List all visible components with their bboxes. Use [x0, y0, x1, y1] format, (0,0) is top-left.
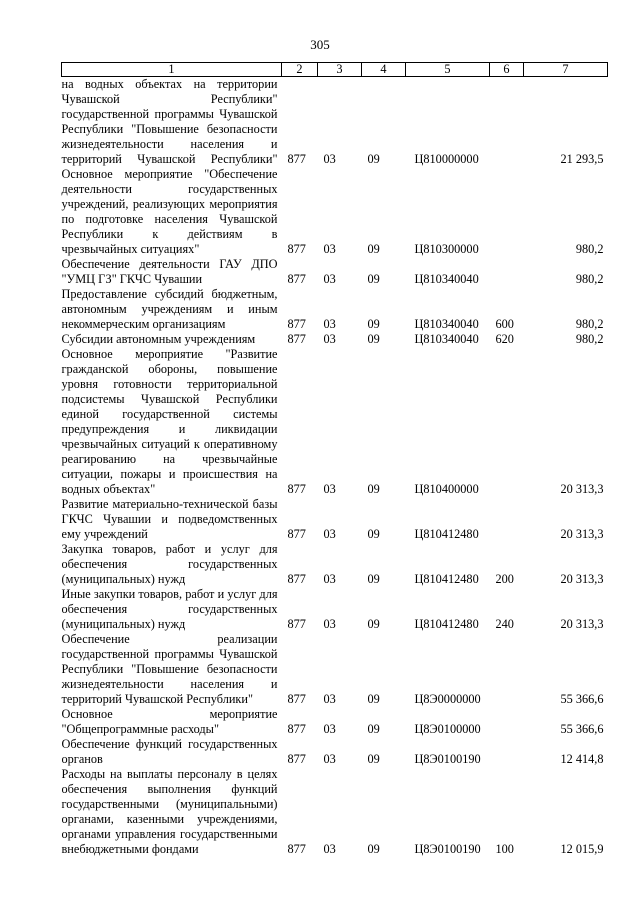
row-expense-type [490, 707, 524, 737]
row-subsection: 09 [367, 332, 380, 346]
row-target-article: Ц810340040 [414, 317, 479, 331]
header-col-7: 7 [524, 63, 608, 77]
row-expense-type [490, 737, 524, 767]
row-ministry-code: 877 [287, 317, 306, 331]
header-col-2: 2 [282, 63, 318, 77]
row-description: Основное мероприятие "Общепрограммные расходы" [61, 707, 278, 736]
row-section: 03 [323, 752, 336, 766]
table-header [62, 63, 608, 77]
row-amount: 21 293,5 [560, 152, 604, 166]
row-ministry-code: 877 [287, 242, 306, 256]
row-expense-type: 240 [495, 617, 514, 631]
row-ministry-code: 877 [287, 752, 306, 766]
row-target-article: Ц8Э0000000 [414, 692, 481, 706]
row-section: 03 [323, 332, 336, 346]
row-subsection: 09 [367, 692, 380, 706]
row-description: Субсидии автономным учреждениям [61, 332, 256, 346]
row-ministry-code: 877 [287, 692, 306, 706]
table-row [62, 737, 608, 767]
row-target-article: Ц810400000 [414, 482, 479, 496]
row-amount: 20 313,3 [560, 527, 604, 541]
row-description: Основное мероприятие "Развитие гражданской обороны, повышение уровня готовности территориальной подсистемы Чувашской Республики единой государственной системы предупреждения и ликвидации чрезвычайных ситуаций к оперативному реагированию на чрезвычайные ситуации, пожары и происшествия на водных объектах" [61, 347, 278, 496]
header-col-5: 5 [406, 63, 490, 77]
header-col-6: 6 [490, 63, 524, 77]
row-target-article: Ц810000000 [414, 152, 479, 166]
row-target-article: Ц8Э0100000 [414, 722, 481, 736]
header-col-3: 3 [318, 63, 362, 77]
row-expense-type [490, 257, 524, 287]
row-subsection: 09 [367, 752, 380, 766]
row-ministry-code: 877 [287, 152, 306, 166]
budget-table [61, 62, 608, 857]
row-amount: 20 313,3 [560, 482, 604, 496]
row-section: 03 [323, 317, 336, 331]
header-col-4: 4 [362, 63, 406, 77]
row-section: 03 [323, 722, 336, 736]
table-row [62, 332, 608, 347]
row-description: Развитие материально-технической базы ГКЧС Чувашии и подведомственных ему учреждений [61, 497, 278, 541]
row-section: 03 [323, 482, 336, 496]
row-ministry-code: 877 [287, 617, 306, 631]
row-ministry-code: 877 [287, 332, 306, 346]
row-subsection: 09 [367, 272, 380, 286]
row-amount: 20 313,3 [560, 617, 604, 631]
row-description: Закупка товаров, работ и услуг для обеспечения государственных (муниципальных) нужд [61, 542, 278, 586]
row-subsection: 09 [367, 317, 380, 331]
row-subsection: 09 [367, 242, 380, 256]
row-subsection: 09 [367, 617, 380, 631]
row-description: на водных объектах на территории Чувашской Республики" государственной программы Чувашской Республики "Повышение безопасности жизнедеятельности населения и территорий Чувашской Республики" [61, 77, 278, 166]
row-amount: 55 366,6 [560, 692, 604, 706]
row-expense-type [490, 167, 524, 257]
row-ministry-code: 877 [287, 572, 306, 586]
row-ministry-code: 877 [287, 482, 306, 496]
row-ministry-code: 877 [287, 842, 306, 856]
row-target-article: Ц810340040 [414, 272, 479, 286]
row-description: Предоставление субсидий бюджетным, автономным учреждениям и иным некоммерческим организациям [61, 287, 278, 331]
row-amount: 980,2 [575, 332, 604, 346]
row-section: 03 [323, 527, 336, 541]
row-amount: 12 015,9 [560, 842, 604, 856]
row-expense-type [490, 77, 524, 168]
row-expense-type: 100 [495, 842, 514, 856]
row-ministry-code: 877 [287, 272, 306, 286]
row-section: 03 [323, 572, 336, 586]
table-row [62, 287, 608, 332]
row-target-article: Ц8Э0100190 [414, 842, 481, 856]
row-target-article: Ц8Э0100190 [414, 752, 481, 766]
row-subsection: 09 [367, 722, 380, 736]
row-section: 03 [323, 152, 336, 166]
table-row [62, 257, 608, 287]
row-description: Иные закупки товаров, работ и услуг для обеспечения государственных (муниципальных) нужд [61, 587, 278, 631]
table-row [62, 77, 608, 168]
row-expense-type [490, 632, 524, 707]
table-body [62, 77, 608, 858]
row-amount: 12 414,8 [560, 752, 604, 766]
row-expense-type: 200 [495, 572, 514, 586]
row-section: 03 [323, 692, 336, 706]
row-target-article: Ц810412480 [414, 572, 479, 586]
header-col-1: 1 [62, 63, 282, 77]
row-expense-type: 620 [495, 332, 514, 346]
row-expense-type [490, 497, 524, 542]
row-subsection: 09 [367, 482, 380, 496]
row-subsection: 09 [367, 842, 380, 856]
row-target-article: Ц810412480 [414, 527, 479, 541]
row-description: Обеспечение функций государственных органов [61, 737, 278, 766]
row-target-article: Ц810412480 [414, 617, 479, 631]
row-expense-type: 600 [495, 317, 514, 331]
row-description: Обеспечение деятельности ГАУ ДПО "УМЦ ГЗ" ГКЧС Чувашии [61, 257, 278, 286]
row-ministry-code: 877 [287, 722, 306, 736]
row-subsection: 09 [367, 572, 380, 586]
table-row [62, 497, 608, 542]
row-description: Расходы на выплаты персоналу в целях обеспечения выполнения функций государственными (муниципальными) органами, казенными учреждениями, органами управления государственными внебюджетными фондами [61, 767, 278, 856]
row-amount: 980,2 [575, 242, 604, 256]
row-section: 03 [323, 617, 336, 631]
row-subsection: 09 [367, 152, 380, 166]
row-amount: 980,2 [575, 317, 604, 331]
row-expense-type [490, 347, 524, 497]
row-amount: 55 366,6 [560, 722, 604, 736]
row-section: 03 [323, 272, 336, 286]
table-row [62, 632, 608, 707]
row-subsection: 09 [367, 527, 380, 541]
row-section: 03 [323, 242, 336, 256]
row-ministry-code: 877 [287, 527, 306, 541]
row-target-article: Ц810340040 [414, 332, 479, 346]
row-description: Обеспечение реализации государственной программы Чувашской Республики "Повышение безопасности жизнедеятельности населения и территорий Чувашской Республики" [61, 632, 278, 706]
table-row [62, 587, 608, 632]
table-row [62, 767, 608, 857]
table-row [62, 707, 608, 737]
page-number: 305 [310, 37, 330, 52]
row-amount: 980,2 [575, 272, 604, 286]
table-row [62, 542, 608, 587]
row-section: 03 [323, 842, 336, 856]
table-row [62, 347, 608, 497]
table-row [62, 167, 608, 257]
row-description: Основное мероприятие "Обеспечение деятельности государственных учреждений, реализующих мероприятия по подготовке населения Чувашской Республики к действиям в чрезвычайных ситуациях" [61, 167, 278, 256]
row-amount: 20 313,3 [560, 572, 604, 586]
row-target-article: Ц810300000 [414, 242, 479, 256]
